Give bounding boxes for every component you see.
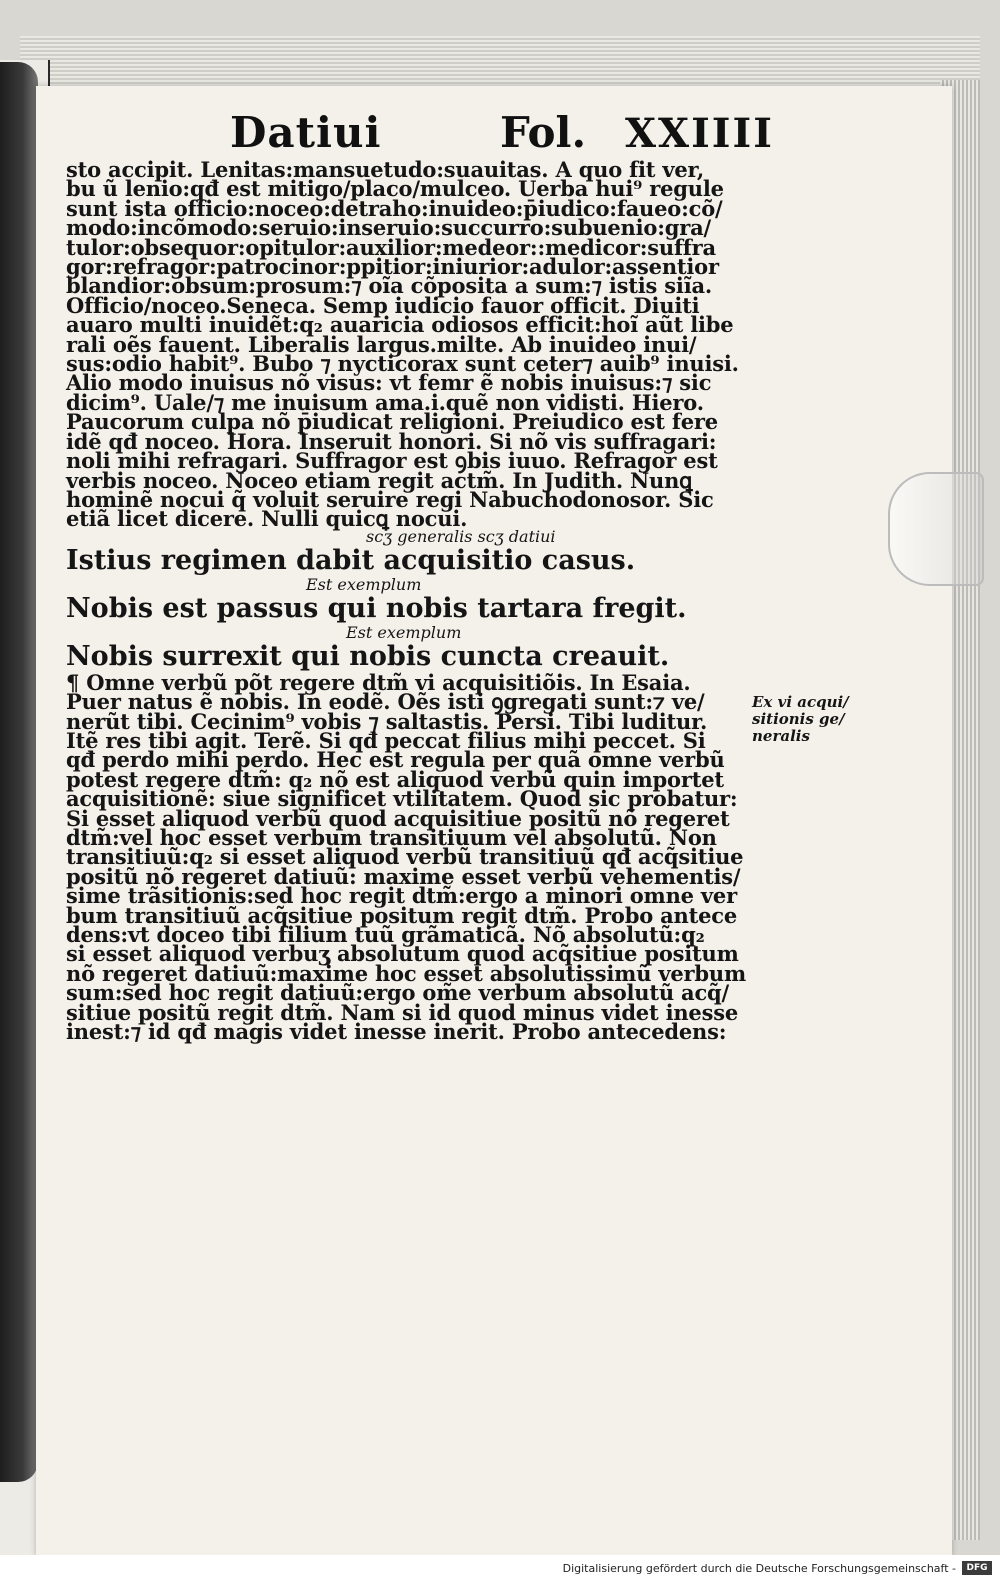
text-line: gor:refragor:patrocinor:ppitior:iniurior:adulor:assentior [66,254,719,280]
text-line: qđ perdo mihi perdo. Hec est regula per quã omne verbũ [66,747,725,773]
text-line: positũ nõ regeret datiuũ: maxime esset verbũ vehementis/ [66,863,741,889]
text-line: Paucorum culpa nõ p̄iudicat religioni. Preiudico est fere [66,409,718,435]
text-line: modo:incõmodo:seruio:inseruio:succurro:subuenio:gra/ [66,215,711,241]
interlinear-gloss: Est exemplum [346,622,462,642]
paragraph-2 [66,669,766,1045]
text-line: etiã licet dicere. Nulli quicꝗ nocui. [66,506,468,532]
text-line: tulor:obsequor:opitulor:auxilior:medeor::medicor:suffra [66,234,716,260]
text-line: sunt ista officio:noceo:detraho:inuideo:p̄iudico:faueo:cõ/ [66,195,723,221]
text-line: sitiue positũ regit dtm̃. Nam si id quod minus videt inesse [66,999,738,1025]
text-line: bu ũ lenio:qđ est mitigo/placo/mulceo. Uerba hui⁹ regule [66,176,724,202]
text-line: blandior:obsum:prosum:⁊ oĩa cõposita a sum:⁊ istis siĩa. [66,273,712,299]
text-line: Puer natus ẽ nobis. In eodẽ. Oẽs isti ꝯgregati sunt:⁊ ve/ [66,689,705,715]
text-line: Alio modo inuisus nõ visus: vt femr ẽ nobis inuisus:⁊ sic [66,370,712,396]
text-line: nõ regeret datiuũ:maxime hoc esset absolutissimũ verbum [66,960,746,986]
text-line: verbis noceo. Noceo etiam regit actm̃. In Judith. Nunꝗ [66,467,693,493]
text-line: dtm̃:vel hoc esset verbum transitiuum vel absolutũ. Non [66,824,717,850]
text-line: potest regere dtm̃: q₂ nõ est aliquod verbũ quin importet [66,766,724,792]
text-line: bum transitiuũ acq̃sitiue positum regit dtm̃. Probo antece [66,902,738,928]
text-line: sto accipit. Lenitas:mansuetudo:suauitas. A quo fit ver, [66,157,704,182]
interlinear-gloss: scʒ generalis scʒ datiui [366,526,556,546]
interlinear-gloss: Est exemplum [306,574,422,594]
text-line: auaro multi inuidẽt:q₂ auaricia odiosos efficit:hoĩ aũt libe [66,312,734,338]
body-text [66,157,766,1045]
text-line: rali oẽs fauent. Liberalis largus.milte. Ab inuideo inui/ [66,331,697,357]
text-line: inest:⁊ id qđ magis videt inesse inerit. Probo antecedens: [66,1019,727,1045]
margin-note-line: Ex vi acqui/ [752,693,849,711]
dfg-logo: DFG [962,1561,992,1575]
verse-rule: Istius regimen dabit acquisitio casus. [66,544,636,576]
text-line: dicim⁹. Uale/⁊ me inuisum ama.i.quẽ non vidisti. Hiero. [66,389,704,415]
folio-number: XXIIII [625,110,774,157]
text-line: nerũt tibi. Cecinim⁹ vobis ⁊ saltastis. Persi. Tibi luditur. [66,708,708,734]
text-line: si esset aliquod verbuʒ absolutum quod acq̃sitiue positum [66,941,739,967]
book-spine [0,62,38,1482]
text-line: idẽ qđ noceo. Hora. Inseruit honori. Si nõ vis suffragari: [66,428,717,454]
footer-credit-bar [0,1555,1000,1581]
margin-note [752,694,882,745]
verse-example: Nobis est passus qui nobis tartara fregit. [66,592,687,624]
text-line: sime trãsitionis:sed hoc regit dtm̃:ergo a minori omne ver [66,883,737,909]
funding-credit: Digitalisierung gefördert durch die Deutsche Forschungsgemeinschaft - [562,1562,956,1575]
folio-label: Fol. [500,108,587,157]
text-line: sus:odio habit⁹. Bubo ⁊ nycticorax sunt ceter⁊ auib⁹ inuisi. [66,351,739,377]
running-title: Datiui [230,108,382,157]
page-clip [888,472,984,586]
text-line: Itẽ res tibi agit. Terẽ. Si qđ peccat filius mihi peccet. Si [66,727,706,753]
text-line: hominẽ nocui q̃ voluit seruire regi Nabuchodonosor. Sic [66,486,714,512]
margin-note-line: sitionis ge/ [752,710,845,728]
margin-note-line: neralis [752,727,810,745]
text-line: Si esset aliquod verbũ quod acquisitiue positũ nõ regeret [66,805,730,831]
text-line: dens:vt doceo tibi filium tuũ grãmaticã. Nõ absolutũ:q₂ [66,922,705,947]
text-line: acquisitionẽ: siue significet vtilitatem. Quod sic probatur: [66,786,738,812]
text-line: noli mihi refragari. Suffragor est ꝯbis iuuo. Refragor est [66,448,718,474]
text-line: Officio/noceo.Seneca. Semp iudicio fauor officit. Diuiti [66,292,700,318]
text-line: ¶ Omne verbũ põt regere dtm̃ vi acquisitiõis. In Esaia. [66,669,691,695]
paragraph-1 [66,157,766,532]
verse-example: Nobis surrexit qui nobis cuncta creauit. [66,640,670,672]
text-line: sum:sed hoc regit datiuũ:ergo om̃e verbum absolutũ acq̃/ [66,980,729,1006]
text-line: transitiuũ:q₂ si esset aliquod verbũ transitiuũ qđ acq̃sitiue [66,844,744,870]
